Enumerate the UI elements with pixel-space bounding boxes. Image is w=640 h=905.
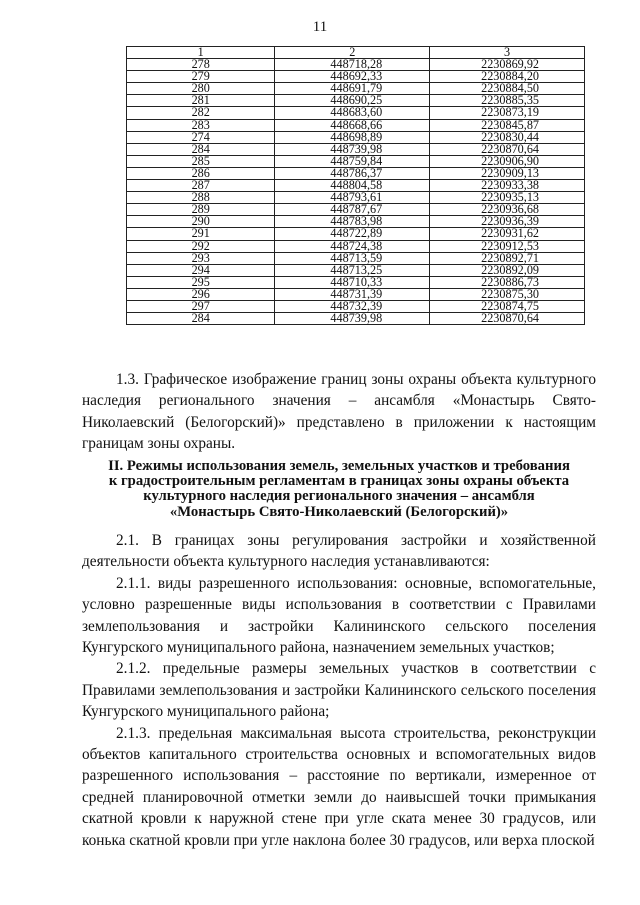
- point-number-cell: 278: [127, 59, 275, 71]
- point-number-cell: 285: [127, 155, 275, 167]
- point-number-cell: 290: [127, 216, 275, 228]
- point-number-cell: 283: [127, 119, 275, 131]
- x-coordinate-cell: 448713,59: [275, 252, 430, 264]
- x-coordinate-cell: 448713,25: [275, 264, 430, 276]
- x-coordinate-cell: 448787,67: [275, 204, 430, 216]
- section-body: [82, 530, 596, 851]
- x-coordinate-cell: 448786,37: [275, 167, 430, 179]
- y-coordinate-cell: 2230906,90: [430, 155, 585, 167]
- table-header-cell: 1: [127, 47, 275, 59]
- x-coordinate-cell: 448722,89: [275, 228, 430, 240]
- point-number-cell: 281: [127, 95, 275, 107]
- paragraph-2-1: 2.1. В границах зоны регулирования застройки и хозяйственной деятельности объекта культурного наследия устанавливаются:: [82, 532, 596, 571]
- x-coordinate-cell: 448690,25: [275, 95, 430, 107]
- point-number-cell: 280: [127, 83, 275, 95]
- x-coordinate-cell: 448739,98: [275, 313, 430, 325]
- point-number-cell: 294: [127, 264, 275, 276]
- y-coordinate-cell: 2230936,68: [430, 204, 585, 216]
- x-coordinate-cell: 448683,60: [275, 107, 430, 119]
- x-coordinate-cell: 448692,33: [275, 71, 430, 83]
- y-coordinate-cell: 2230870,64: [430, 143, 585, 155]
- y-coordinate-cell: 2230885,35: [430, 95, 585, 107]
- page-number: 11: [312, 19, 328, 35]
- section-heading-line: к градостроительным регламентам в границах зоны охраны объекта: [108, 473, 570, 490]
- y-coordinate-cell: 2230936,39: [430, 216, 585, 228]
- x-coordinate-cell: 448732,39: [275, 300, 430, 312]
- y-coordinate-cell: 2230912,53: [430, 240, 585, 252]
- y-coordinate-cell: 2230933,38: [430, 180, 585, 192]
- point-number-cell: 297: [127, 300, 275, 312]
- section-heading-line: культурного наследия регионального значения – ансамбля: [143, 488, 535, 505]
- section-heading: [82, 459, 596, 520]
- y-coordinate-cell: 2230931,62: [430, 228, 585, 240]
- y-coordinate-cell: 2230875,30: [430, 288, 585, 300]
- x-coordinate-cell: 448731,39: [275, 288, 430, 300]
- point-number-cell: 295: [127, 276, 275, 288]
- y-coordinate-cell: 2230873,19: [430, 107, 585, 119]
- point-number-cell: 291: [127, 228, 275, 240]
- table-header-cell: 3: [430, 47, 585, 59]
- point-number-cell: 296: [127, 288, 275, 300]
- section-heading-line: II. Режимы использования земель, земельных участков и требования: [108, 458, 570, 474]
- x-coordinate-cell: 448710,33: [275, 276, 430, 288]
- y-coordinate-cell: 2230845,87: [430, 119, 585, 131]
- point-number-cell: 279: [127, 71, 275, 83]
- paragraph-2-1-1: 2.1.1. виды разрешенного использования: основные, вспомогательные, условно разрешенные виды использования в соответствии с Правилами землепользования и застройки Калининского сельского поселения Кунгурского муниципального района, назначением земельных участков;: [82, 574, 596, 657]
- point-number-cell: 287: [127, 180, 275, 192]
- paragraph-2-1-2: 2.1.2. предельные размеры земельных участков в соответствии с Правилами землепользования и застройки Калининского сельского поселения Кунгурского муниципального района;: [82, 660, 596, 721]
- x-coordinate-cell: 448739,98: [275, 143, 430, 155]
- y-coordinate-cell: 2230830,44: [430, 131, 585, 143]
- paragraph-2-1-3: 2.1.3. предельная максимальная высота строительства, реконструкции объектов капитального строительства основных и вспомогательных видов разрешенного использования – расстояние по вертикали, измеренное от средней планировочной отметки земли до наивысшей точки примыкания скатной кровли к наружной стене при угле ската менее 30 градусов, или конька скатной кровли при угле наклона более 30 градусов, или верха плоской: [82, 724, 596, 849]
- point-number-cell: 289: [127, 204, 275, 216]
- y-coordinate-cell: 2230892,09: [430, 264, 585, 276]
- point-number-cell: 284: [127, 143, 275, 155]
- table-row: [127, 313, 585, 325]
- y-coordinate-cell: 2230884,20: [430, 71, 585, 83]
- y-coordinate-cell: 2230869,92: [430, 59, 585, 71]
- x-coordinate-cell: 448793,61: [275, 192, 430, 204]
- point-number-cell: 284: [127, 313, 275, 325]
- point-number-cell: 286: [127, 167, 275, 179]
- y-coordinate-cell: 2230909,13: [430, 167, 585, 179]
- x-coordinate-cell: 448759,84: [275, 155, 430, 167]
- x-coordinate-cell: 448804,58: [275, 180, 430, 192]
- y-coordinate-cell: 2230870,64: [430, 313, 585, 325]
- y-coordinate-cell: 2230884,50: [430, 83, 585, 95]
- x-coordinate-cell: 448718,28: [275, 59, 430, 71]
- x-coordinate-cell: 448783,98: [275, 216, 430, 228]
- x-coordinate-cell: 448691,79: [275, 83, 430, 95]
- x-coordinate-cell: 448698,89: [275, 131, 430, 143]
- y-coordinate-cell: 2230886,73: [430, 276, 585, 288]
- section-heading-line: «Монастырь Свято-Николаевский (Белогорский)»: [169, 503, 509, 520]
- point-number-cell: 274: [127, 131, 275, 143]
- x-coordinate-cell: 448668,66: [275, 119, 430, 131]
- point-number-cell: 288: [127, 192, 275, 204]
- table-header-cell: 2: [275, 47, 430, 59]
- x-coordinate-cell: 448724,38: [275, 240, 430, 252]
- coordinates-table: [126, 46, 585, 325]
- y-coordinate-cell: 2230874,75: [430, 300, 585, 312]
- y-coordinate-cell: 2230935,13: [430, 192, 585, 204]
- paragraph-1-3: 1.3. Графическое изображение границ зоны охраны объекта культурного наследия регионального значения – ансамбля «Монастырь Свято-Николаевский (Белогорский)» представлено в приложении к настоящим границам зоны охраны.: [82, 371, 596, 453]
- point-number-cell: 292: [127, 240, 275, 252]
- point-number-cell: 293: [127, 252, 275, 264]
- y-coordinate-cell: 2230892,71: [430, 252, 585, 264]
- point-number-cell: 282: [127, 107, 275, 119]
